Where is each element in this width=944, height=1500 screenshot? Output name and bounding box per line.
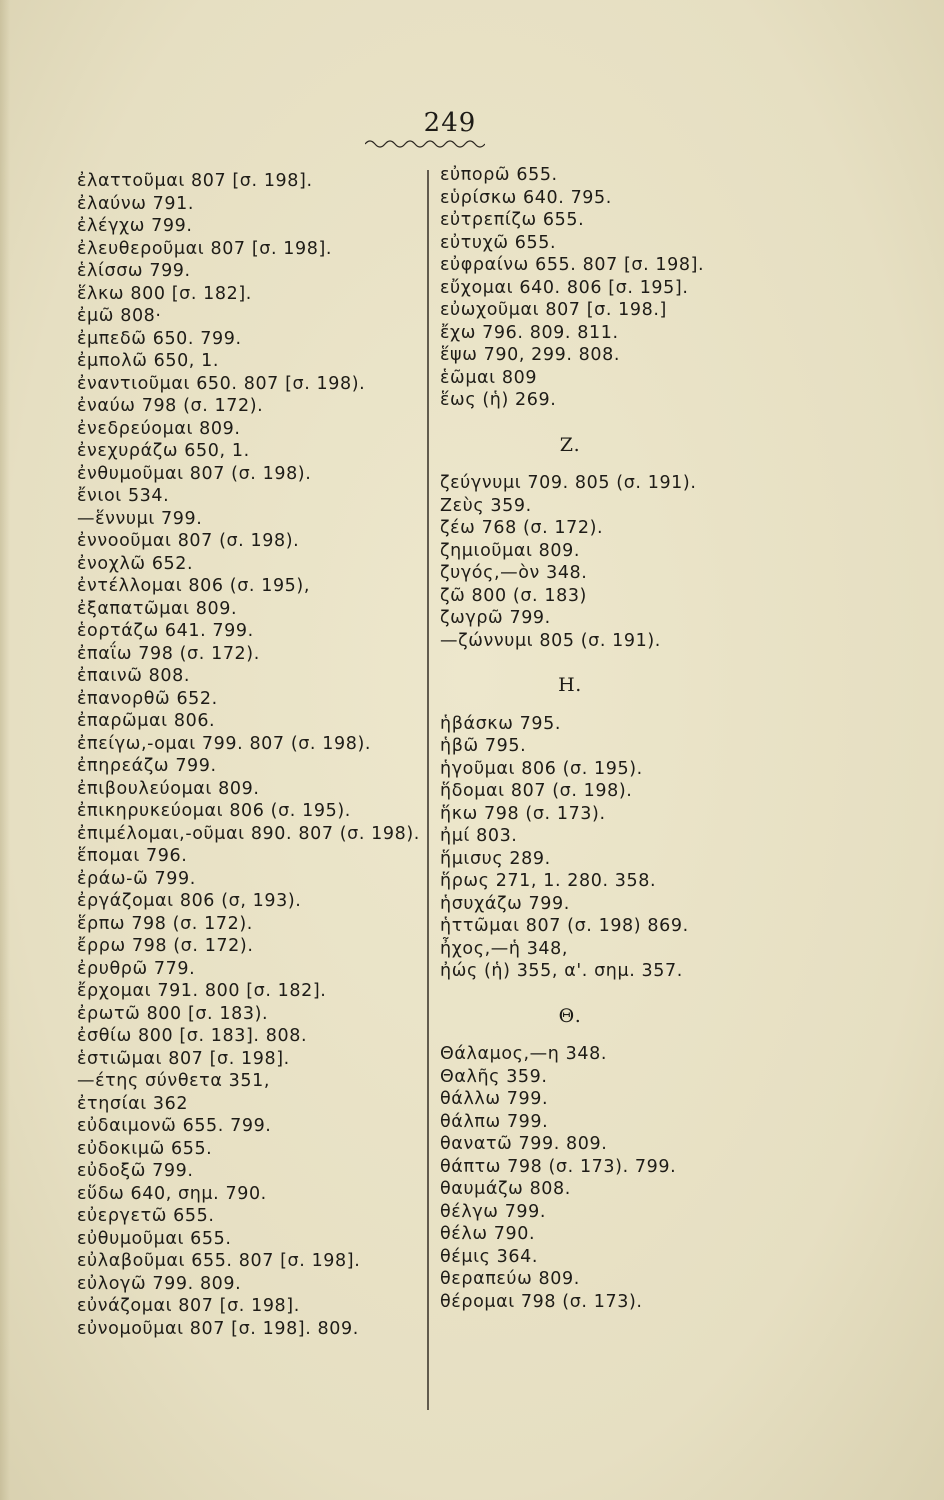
index-entry: Θαλῆς 359.: [440, 1066, 548, 1087]
index-entry: ἐμῶ 808·: [77, 306, 162, 326]
index-entry: ἐπείγω,-ομαι 799. 807 (σ. 198).: [77, 733, 372, 754]
index-entry: ἐργάζομαι 806 (σ, 193).: [77, 891, 302, 911]
index-entry: ἔρρω 798 (σ. 172).: [77, 936, 254, 956]
index-entry: ἐρωτῶ 800 [σ. 183).: [77, 1003, 269, 1024]
index-entry: θέμις 364.: [440, 1246, 539, 1267]
index-entry: ἐμπεδῶ 650. 799.: [77, 328, 242, 349]
index-entry: ἐναύω 798 (σ. 172).: [77, 396, 264, 416]
index-entry: εὐνομοῦμαι 807 [σ. 198]. 809.: [77, 1318, 359, 1339]
index-entry: ἡγοῦμαι 806 (σ. 195).: [440, 758, 643, 779]
index-entry: εὔχομαι 640. 806 [σ. 195].: [440, 277, 689, 298]
section-heading-eta: Η.: [558, 674, 582, 696]
index-entry: ἐντέλλομαι 806 (σ. 195),: [77, 576, 311, 596]
index-entry: ἐλέγχω 799.: [77, 216, 193, 236]
index-entry: ἥκω 798 (σ. 173).: [440, 803, 606, 824]
ornament-wavy-rule: [365, 138, 485, 150]
index-entry: ἐσθίω 800 [σ. 183]. 808.: [77, 1026, 308, 1046]
index-entry: ἐλαύνω 791.: [77, 193, 195, 214]
index-entry: θανατῶ 799. 809.: [440, 1134, 608, 1154]
index-entry: εὐλαβοῦμαι 655. 807 [σ. 198].: [77, 1251, 361, 1271]
index-entry: ἐπιμέλομαι,-οῦμαι 890. 807 (σ. 198).: [77, 823, 420, 844]
epsilon-continued-group: [440, 164, 740, 412]
index-entry: ἡβάσκω 795.: [440, 713, 561, 734]
column-divider: [427, 170, 429, 1410]
index-entry: ζέω 768 (σ. 172).: [440, 518, 604, 538]
index-entry: εὐνάζομαι 807 [σ. 198].: [77, 1296, 300, 1316]
index-entry: ἐνεχυράζω 650, 1.: [77, 441, 250, 461]
index-entry: Ζεὺς 359.: [440, 495, 532, 516]
index-entry: ἐξαπατῶμαι 809.: [77, 598, 238, 619]
index-entry: ἐράω-ῶ 799.: [77, 868, 196, 889]
index-entry: ἔρχομαι 791. 800 [σ. 182].: [77, 981, 327, 1001]
index-entry: —έτης σύνθετα 351,: [77, 1071, 270, 1091]
index-entry: ἐνθυμοῦμαι 807 (σ. 198).: [77, 463, 312, 484]
theta-group: [440, 1043, 740, 1313]
index-entry: εὕδω 640, σημ. 790.: [77, 1183, 267, 1204]
index-entry: θέρομαι 798 (σ. 173).: [440, 1291, 643, 1312]
index-entry: θεραπεύω 809.: [440, 1269, 580, 1289]
index-entry: ἕρπω 798 (σ. 172).: [77, 913, 253, 934]
index-entry: —ἕννυμι 799.: [77, 508, 203, 529]
index-entry: εὐδοξῶ 799.: [77, 1161, 194, 1181]
index-entry: ἐτησίαι 362: [77, 1093, 189, 1114]
index-entry: θέλω 790.: [440, 1224, 536, 1244]
left-column: [77, 170, 422, 1340]
index-entry: ζημιοῦμαι 809.: [440, 540, 581, 561]
index-entry: ἠώς (ἡ) 355, α'. σημ. 357.: [440, 961, 683, 981]
index-entry: ἐπαΐω 798 (σ. 172).: [77, 643, 260, 664]
index-entry: ἥδομαι 807 (σ. 198).: [440, 781, 633, 801]
index-entry: ἔνιοι 534.: [77, 486, 170, 506]
index-entry: ἐπαρῶμαι 806.: [77, 711, 216, 731]
index-entry: ἕως (ἡ) 269.: [440, 390, 557, 410]
index-entry: ἑστιῶμαι 807 [σ. 198].: [77, 1048, 290, 1069]
index-entry: θάπτω 798 (σ. 173). 799.: [440, 1156, 677, 1177]
index-entry: θάλπω 799.: [440, 1111, 549, 1132]
index-entry: εὑρίσκω 640. 795.: [440, 187, 612, 208]
index-entry: ἐλευθεροῦμαι 807 [σ. 198].: [77, 238, 333, 259]
index-entry: ἐννοοῦμαι 807 (σ. 198).: [77, 531, 300, 551]
index-entry: —ζώννυμι 805 (σ. 191).: [440, 630, 661, 651]
index-entry: ἐπανορθῶ 652.: [77, 688, 218, 709]
index-entry: ἕψω 790, 299. 808.: [440, 345, 621, 365]
index-entry: ἐρυθρῶ 779.: [77, 958, 196, 979]
index-entry: ἡβῶ 795.: [440, 736, 527, 756]
index-entry: ἐμπολῶ 650, 1.: [77, 351, 220, 371]
page-edge-shadow: [0, 0, 10, 1500]
index-entry: εὐλογῶ 799. 809.: [77, 1273, 242, 1294]
index-entry: ἥμισυς 289.: [440, 848, 551, 869]
index-entry: ἐπικηρυκεύομαι 806 (σ. 195).: [77, 801, 351, 821]
index-entry: ἑῶμαι 809: [440, 367, 538, 388]
right-column: [440, 164, 740, 1313]
index-entry: ἐπιβουλεύομαι 809.: [77, 778, 260, 799]
section-heading-theta: Θ.: [558, 1004, 582, 1027]
index-entry: εὐεργετῶ 655.: [77, 1206, 215, 1226]
index-entry: ἐνεδρεύομαι 809.: [77, 418, 241, 439]
index-entry: ἡττῶμαι 807 (σ. 198) 869.: [440, 916, 689, 936]
index-entry: ζυγός,—ὸν 348.: [440, 563, 588, 583]
index-entry: ἕλκω 800 [σ. 182].: [77, 283, 252, 304]
index-entry: ἕπομαι 796.: [77, 846, 188, 866]
index-entry: εὐδοκιμῶ 655.: [77, 1138, 213, 1159]
index-entry: ἡσυχάζω 799.: [440, 893, 570, 914]
index-entry: ἐνοχλῶ 652.: [77, 553, 194, 574]
index-entry: ἠμί 803.: [440, 826, 518, 846]
index-entry: ζεύγνυμι 709. 805 (σ. 191).: [440, 473, 697, 493]
index-entry: ἐπηρεάζω 799.: [77, 756, 217, 776]
index-entry: Θάλαμος,—η 348.: [440, 1044, 607, 1064]
index-entry: ἑλίσσω 799.: [77, 261, 191, 281]
section-heading-zeta: Ζ.: [559, 433, 581, 456]
index-entry: θάλλω 799.: [440, 1089, 549, 1109]
index-entry: ζῶ 800 (σ. 183): [440, 585, 587, 606]
index-entry: εὐφραίνω 655. 807 [σ. 198].: [440, 255, 705, 275]
index-entry: εὐπορῶ 655.: [440, 165, 558, 185]
zeta-group: [440, 472, 740, 652]
eta-group: [440, 713, 740, 983]
index-entry: εὐτυχῶ 655.: [440, 232, 557, 253]
page-number: 249: [423, 108, 477, 138]
index-entry: ἐναντιοῦμαι 650. 807 [σ. 198).: [77, 373, 366, 394]
index-entry: ἐλαττοῦμαι 807 [σ. 198].: [77, 171, 313, 191]
index-entry: ἥρως 271, 1. 280. 358.: [440, 871, 657, 891]
index-entry: εὐθυμοῦμαι 655.: [77, 1228, 232, 1249]
index-entry: ἔχω 796. 809. 811.: [440, 322, 619, 343]
index-entry: ἑορτάζω 641. 799.: [77, 621, 254, 641]
index-entry: εὐδαιμονῶ 655. 799.: [77, 1116, 272, 1136]
index-entry: ζωγρῶ 799.: [440, 608, 551, 628]
index-entry: θαυμάζω 808.: [440, 1179, 571, 1199]
index-entry: ἐπαινῶ 808.: [77, 666, 191, 686]
index-entry: εὐτρεπίζω 655.: [440, 210, 585, 230]
index-entry: εὐωχοῦμαι 807 [σ. 198.]: [440, 300, 667, 320]
index-entry: θέλγω 799.: [440, 1201, 547, 1222]
index-entry: ἦχος,—ἡ 348,: [440, 938, 569, 959]
